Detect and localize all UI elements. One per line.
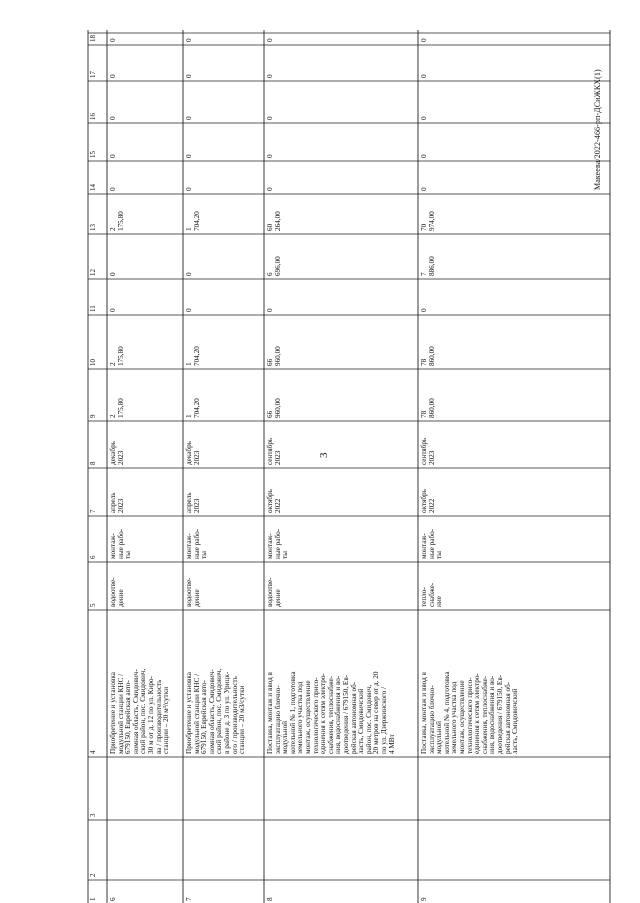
header-col-6: 6 xyxy=(89,555,97,559)
table-cell-r1-c4: Приобретение и установка модульной станции КНС / 679150, Еврейская авто- номная область, Смидович- ский район, пос. Смидович, 30 м от д. 12 по ул. Киро- ва / производительность станции – 20 м³/сутки xyxy=(109,668,171,754)
table-cell-r3-c9: 66 960,00 xyxy=(266,398,282,418)
table-cell-r3-c13: 60 264,00 xyxy=(266,211,282,231)
header-col-2: 2 xyxy=(89,873,97,877)
table-cell-r1-c15: 0 xyxy=(109,154,117,158)
header-col-17: 17 xyxy=(89,71,97,78)
header-col-12: 12 xyxy=(89,269,97,276)
table-cell-r1-c16: 0 xyxy=(109,116,117,120)
header-col-9: 9 xyxy=(89,414,97,418)
table-cell-r2-c18: 0 xyxy=(185,38,193,42)
header-col-10: 10 xyxy=(89,359,97,366)
header-col-15: 15 xyxy=(89,151,97,158)
table-cell-r4-c15: 0 xyxy=(420,154,428,158)
table-cell-r2-c14: 0 xyxy=(185,187,193,191)
header-col-18: 18 xyxy=(89,35,97,42)
table-cell-r2-c10: 1 704,20 xyxy=(185,346,201,366)
table-cell-r4-c5: тепло- снабже- ние xyxy=(420,582,444,607)
table-cell-r2-c4: Приобретение и установка модульной станции КНС / 679150, Еврейская авто- номная область, Смидович- ский район, пос. Смидович, в районе д. 3 по ул. Урицк- ого / производительность станции – 20 м3/сутки xyxy=(185,668,247,754)
table-cell-r4-c13: 70 974,00 xyxy=(420,211,436,231)
table-cell-r1-c12: 0 xyxy=(109,272,117,276)
page-number: 3 xyxy=(318,452,330,458)
header-col-3: 3 xyxy=(89,813,97,817)
table-cell-r4-c10: 78 860,00 xyxy=(420,346,436,366)
table-cell-r1-c8: декабрь 2023 xyxy=(109,441,125,465)
table-cell-r2-c8: декабрь 2023 xyxy=(185,441,201,465)
table-cell-r1-c1: 6 xyxy=(109,897,117,901)
table-cell-r1-c7: апрель 2023 xyxy=(109,492,125,513)
table-cell-r3-c12: 6 696,00 xyxy=(266,256,282,276)
table-cell-r2-c1: 7 xyxy=(185,897,193,901)
table-cell-r3-c6: монтаж- ные рабо- ты xyxy=(266,528,290,559)
table-cell-r1-c11: 0 xyxy=(109,308,117,312)
table-cell-r4-c18: 0 xyxy=(420,38,428,42)
table-cell-r2-c6: монтаж- ные рабо- ты xyxy=(185,528,209,559)
table-cell-r3-c5: водоотве- дение xyxy=(266,577,282,607)
table-cell-r2-c12: 0 xyxy=(185,272,193,276)
table-cell-r2-c11: 0 xyxy=(185,308,193,312)
table-cell-r1-c5: водоотве- дение xyxy=(109,577,125,607)
table-cell-r2-c7: апрель 2023 xyxy=(185,492,201,513)
table-cell-r1-c17: 0 xyxy=(109,74,117,78)
header-col-7: 7 xyxy=(89,509,97,513)
header-col-8: 8 xyxy=(89,461,97,465)
table-cell-r3-c17: 0 xyxy=(266,74,274,78)
table-cell-r4-c7: октябрь 2022 xyxy=(420,489,436,513)
table-cell-r3-c10: 66 960,00 xyxy=(266,346,282,366)
header-col-13: 13 xyxy=(89,224,97,231)
header-col-16: 16 xyxy=(89,113,97,120)
table-cell-r2-c9: 1 704,20 xyxy=(185,398,201,418)
table-cell-r3-c15: 0 xyxy=(266,154,274,158)
footer-doc-id: Макеева/2022-466-рп-ДСиЖКХ(1) xyxy=(593,69,602,190)
table-cell-r3-c16: 0 xyxy=(266,116,274,120)
table-cell-r4-c1: 9 xyxy=(420,897,428,901)
table-cell-r4-c4: Поставка, монтаж и ввод в эксплуатацию блочно- модульной котельной № 4, подготовка земельного участка под монтаж, осуществление технологического присо- единения к сетям электро- снабжения, теплоснабже- ния, водоснабжения и во- доотведения / 679150, Ев- рейская автономная об- ласть, Смидовичский xyxy=(420,671,520,754)
table-cell-r4-c17: 0 xyxy=(420,74,428,78)
table-cell-r4-c8: сентябрь 2023 xyxy=(420,437,436,465)
table-cell-r1-c14: 0 xyxy=(109,187,117,191)
table-cell-r2-c5: водоотве- дение xyxy=(185,577,201,607)
table-cell-r4-c6: монтаж- ные рабо- ты xyxy=(420,528,444,559)
table-cell-r2-c15: 0 xyxy=(185,154,193,158)
table-cell-r3-c7: октябрь 2022 xyxy=(266,489,282,513)
table-cell-r4-c16: 0 xyxy=(420,116,428,120)
table-cell-r2-c13: 1 704,20 xyxy=(185,211,201,231)
header-col-14: 14 xyxy=(89,184,97,191)
table-cell-r3-c18: 0 xyxy=(266,38,274,42)
table-cell-r4-c14: 0 xyxy=(420,187,428,191)
table-cell-r3-c8: сентябрь 2023 xyxy=(266,437,282,465)
table-cell-r4-c11: 0 xyxy=(420,308,428,312)
table-cell-r2-c16: 0 xyxy=(185,116,193,120)
header-col-4: 4 xyxy=(89,750,97,754)
table-cell-r1-c13: 2 175,80 xyxy=(109,211,125,231)
table-cell-r1-c10: 2 175,80 xyxy=(109,346,125,366)
table-cell-r3-c4: Поставка, монтаж и ввод в эксплуатацию блочно- модульной котельной № 1, подготовка земельного участка под монтаж, осуществление технологического присо- единения к сетям электро- снабжения, теплоснабже- ния, водоснабжения и во- доотведения / 679150, Ев- рейская автономная об- ласть, Смидовичский район, пос. Смидович, 20 метров на север от д. 20 по ул. Дзержинского / 4 МВт xyxy=(266,671,396,754)
table-cell-r3-c11: 0 xyxy=(266,308,274,312)
header-col-11: 11 xyxy=(89,305,97,312)
table-cell-r1-c18: 0 xyxy=(109,38,117,42)
table-cell-r2-c17: 0 xyxy=(185,74,193,78)
table-cell-r1-c6: монтаж- ные рабо- ты xyxy=(109,528,133,559)
table-cell-r1-c9: 2 175,80 xyxy=(109,398,125,418)
header-col-5: 5 xyxy=(89,603,97,607)
table-cell-r3-c14: 0 xyxy=(266,187,274,191)
table-cell-r3-c1: 8 xyxy=(266,897,274,901)
header-col-1: 1 xyxy=(89,897,97,901)
table-cell-r4-c12: 7 886,00 xyxy=(420,256,436,276)
table-cell-r4-c9: 78 860,00 xyxy=(420,398,436,418)
